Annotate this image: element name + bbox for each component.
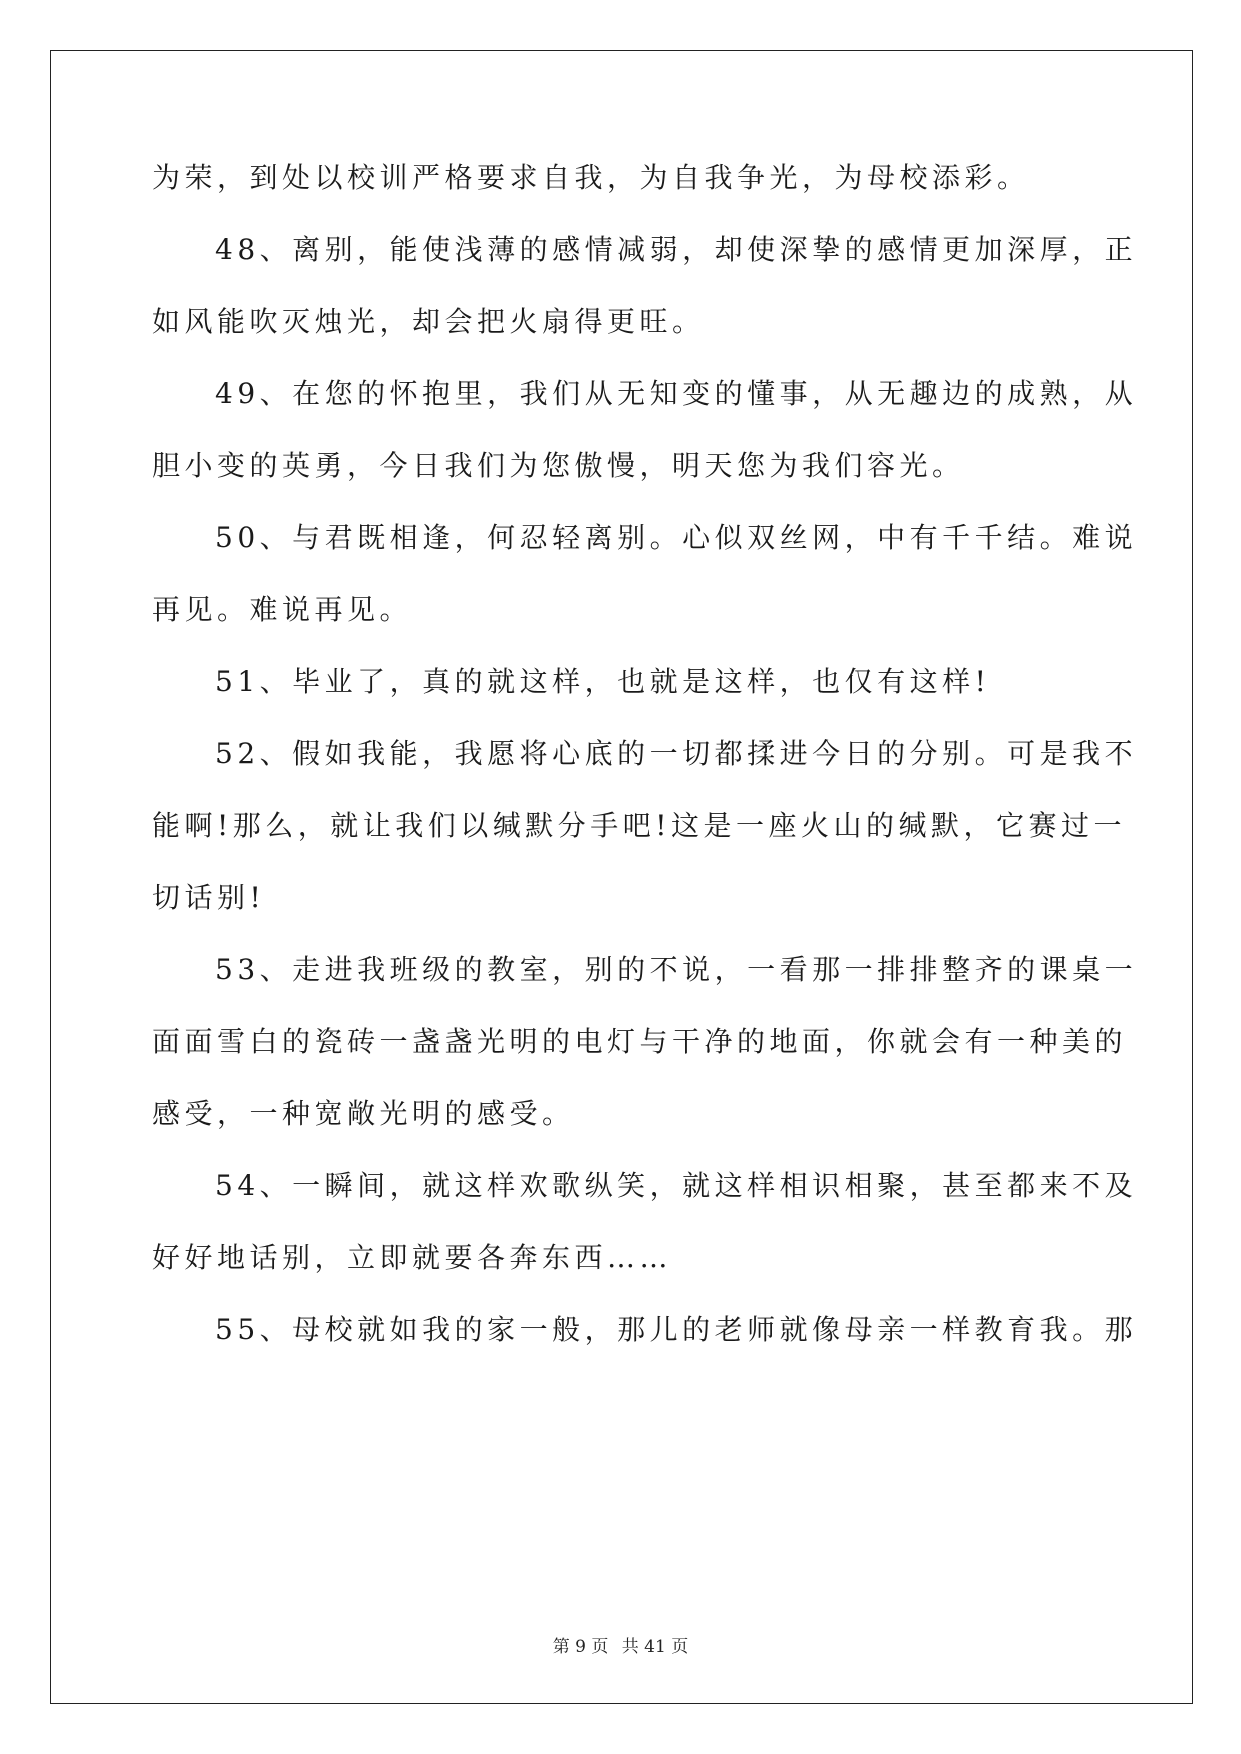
text-line: 53、走进我班级的教室，别的不说，一看那一排排整齐的课桌一 [215, 953, 1138, 986]
text-line: 如风能吹灭烛光，却会把火扇得更旺。 [152, 305, 705, 338]
text-line: 48、离别，能使浅薄的感情减弱，却使深挚的感情更加深厚，正 [215, 233, 1138, 266]
text-line: 51、毕业了，真的就这样，也就是这样，也仅有这样! [215, 665, 991, 698]
page-border [50, 50, 1193, 1704]
text-line: 胆小变的英勇，今日我们为您傲慢，明天您为我们容光。 [152, 449, 965, 482]
text-line: 好好地话别，立即就要各奔东西…… [152, 1241, 673, 1274]
page-footer [0, 1632, 1241, 1657]
text-line: 为荣，到处以校训严格要求自我，为自我争光，为母校添彩。 [152, 161, 1030, 194]
text-line: 49、在您的怀抱里，我们从无知变的懂事，从无趣边的成熟，从 [215, 377, 1138, 410]
text-line: 切话别! [152, 881, 266, 914]
page-number: 第 9 页 [552, 1637, 609, 1657]
text-line: 50、与君既相逢，何忍轻离别。心似双丝网，中有千千结。难说 [215, 521, 1138, 554]
text-line: 55、母校就如我的家一般，那儿的老师就像母亲一样教育我。那 [215, 1313, 1138, 1346]
text-line: 感受，一种宽敞光明的感受。 [152, 1097, 575, 1130]
text-line: 能啊!那么，就让我们以缄默分手吧!这是一座火山的缄默，它赛过一 [152, 809, 1127, 842]
text-line: 52、假如我能，我愿将心底的一切都揉进今日的分别。可是我不 [215, 737, 1138, 770]
text-line: 54、一瞬间，就这样欢歌纵笑，就这样相识相聚，甚至都来不及 [215, 1169, 1138, 1202]
text-line: 面面雪白的瓷砖一盏盏光明的电灯与干净的地面，你就会有一种美的 [152, 1025, 1128, 1058]
text-line: 再见。难说再见。 [152, 593, 413, 626]
page-total: 共 41 页 [621, 1637, 689, 1657]
